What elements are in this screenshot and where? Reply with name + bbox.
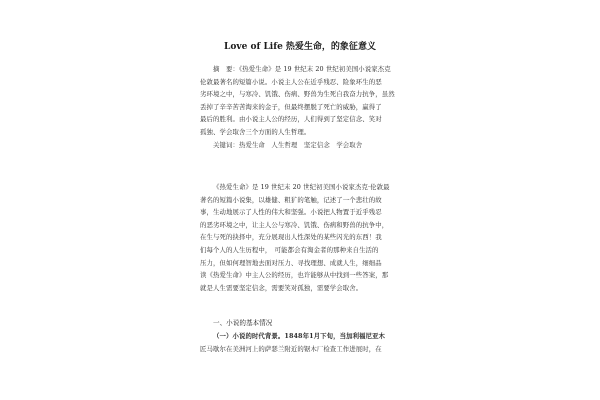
body-line: 们每个人的人生历程中， 可能都会有淘金者的那种来自生活的 [200, 245, 379, 254]
subsection-line: 匠马歇尔在美洲河上的萨瑟兰附近的锯木厂检查工作进展时，在 [200, 344, 382, 353]
body-line: 压力，但如何理智地去面对压力、寻找理想、成就人生，细细品 [200, 258, 382, 267]
body-line: 在生与死的抉择中，充分展现出人性深处的某些闪光的东西！我 [200, 233, 382, 242]
abstract-line: 摘 要：《热爱生命》是 19 世纪末 20 世纪初美国小说家杰克 [213, 65, 391, 73]
abstract-line: 丢掉了辛辛苦苦淘来的金子，但最终摆脱了死亡的威胁，赢得了 [200, 102, 382, 111]
document-title: Love of Life 热爱生命，的象征意义 [224, 42, 376, 52]
subsection-line: （一）小说的时代背景。1848年1月下旬，当加利福尼亚木 [213, 332, 386, 340]
section-block [200, 317, 422, 355]
abstract-line: 孤独、学会取舍三个方面的人生哲理。 [200, 127, 311, 136]
section-heading: 一、小说的基本情况 [213, 319, 273, 327]
body-line: 的恶劣环境之中，让主人公与寒冷、饥饿、伤病和野兽的抗争中， [200, 220, 389, 229]
abstract-line: 伦敦最著名的短篇小说。小说主人公在近乎残忍、险象环生的恶 [200, 77, 382, 86]
body-line: 就是人生需要坚定信念，需要笑对孤独，需要学会取舍。 [200, 283, 363, 292]
body-line: 著名的短篇小说集，以雄健、粗犷的笔触，记述了一个悲壮的故 [200, 195, 382, 204]
body-line: 读《热爱生命》中主人公的经历，也许能够从中找到一些答案，那 [200, 271, 389, 280]
abstract-line: 劣环境之中，与寒冷、饥饿、伤病、野兽为生死自我奋力抗争，虽然 [200, 90, 395, 99]
body-block [200, 181, 422, 294]
abstract-line: 最后的胜利。由小说主人公的经历，人们得到了坚定信念、笑对 [200, 115, 382, 124]
abstract-block [200, 63, 422, 151]
keywords-line: 关键词：热爱生命 人生哲理 坚定信念 学会取舍 [213, 140, 363, 149]
body-line: 事，生动地展示了人性的伟大和坚强。小说把人物置于近乎残忍 [200, 208, 382, 217]
body-line: 《热爱生命》是 19 世纪末 20 世纪初美国小说家杰克·伦敦最 [213, 183, 390, 191]
